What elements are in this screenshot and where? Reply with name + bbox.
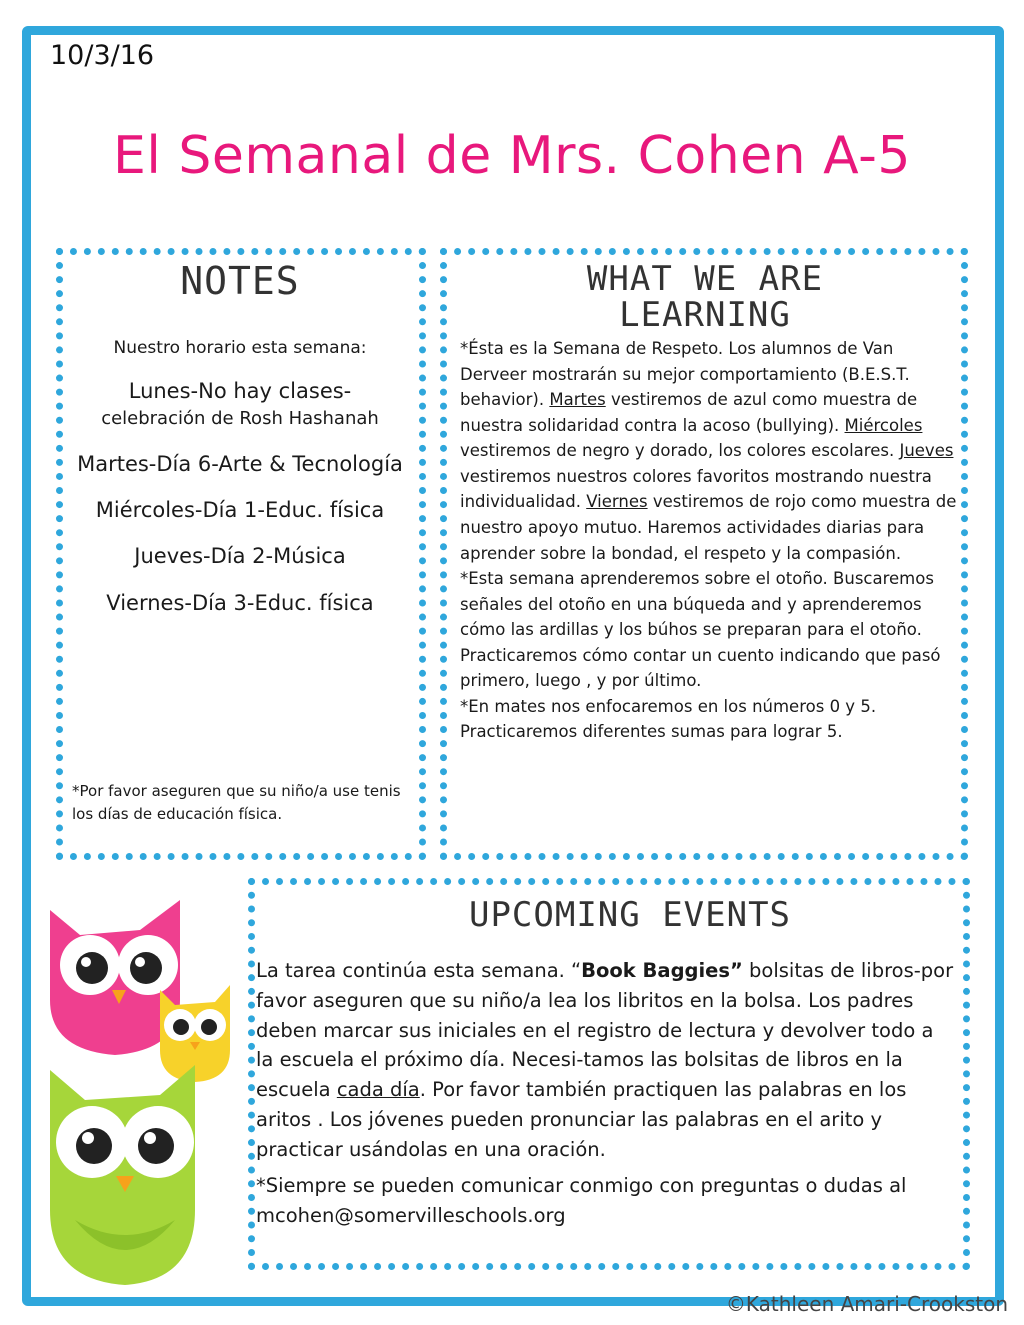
notes-heading: NOTES xyxy=(180,259,300,303)
owls-illustration xyxy=(30,880,250,1300)
respect-week-paragraph: *Ésta es la Semana de Respeto. Los alumnos de Van Derveer mostrarán su mejor comportamiento (B.E.S.T. behavior). Martes vestiremos de azul como muestra de nuestra solidaridad contra la acoso (bullying). Miércoles vestiremos de negro y dorado, los colores escolares. Jueves vestiremos nuestros colores favoritos mostrando nuestra individualidad. Viernes vestiremos de rojo como muestra de nuestro apoyo mutuo. Haremos actividades diarias para aprender sobre la bondad, el respeto y la compasión. xyxy=(460,339,957,563)
copyright-text: ©Kathleen Amari-Crookston xyxy=(725,1292,1008,1316)
notes-schedule xyxy=(70,338,410,634)
green-owl-icon xyxy=(50,1065,195,1285)
contact-paragraph: *Siempre se pueden comunicar conmigo con preguntas o dudas al mcohen@somervilleschools.org xyxy=(256,1173,907,1227)
autumn-paragraph: *Esta semana aprenderemos sobre el otoño. Buscaremos señales del otoño en una búqueda and y aprenderemos cómo las ardillas y los búhos se preparan para el otoño. Practicaremos cómo contar un cuento indicando que pasó primero, luego , y por último. xyxy=(460,569,941,691)
homework-paragraph: La tarea continúa esta semana. “Book Baggies” bolsitas de libros-por favor aseguren que su niño/a lea los libritos en la bolsa. Los padres deben marcar sus iniciales en el registro de lectura y devolver todo a la escuela el próximo día. Necesi-tamos las bolsitas de libros en la escuela cada día. Por favor también practiquen las palabras en los aritos . Los jóvenes pueden pronunciar las palabras en el arito y practicar usándolas en una oración. xyxy=(256,959,954,1161)
schedule-day: Miércoles-Día 1-Educ. física xyxy=(95,497,385,522)
events-heading: UPCOMING EVENTS xyxy=(468,895,792,935)
schedule-day: Martes-Día 6-Arte & Tecnología xyxy=(77,451,403,476)
learning-heading: WHAT WE ARE LEARNING xyxy=(586,259,824,335)
schedule-day: Viernes-Día 3-Educ. física xyxy=(106,590,374,615)
events-text xyxy=(256,956,956,1236)
newsletter-date: 10/3/16 xyxy=(50,40,155,71)
math-paragraph: *En mates nos enfocaremos en los números 0 y 5. Practicaremos diferentes sumas para lograr 5. xyxy=(460,696,877,742)
newsletter-title: El Semanal de Mrs. Cohen A-5 xyxy=(113,126,911,186)
schedule-day: Jueves-Día 2-Música xyxy=(134,544,346,569)
schedule-day: Lunes-No hay clases- celebración de Rosh Hashanah xyxy=(101,379,379,430)
learning-text xyxy=(460,336,960,745)
notes-intro: Nuestro horario esta semana: xyxy=(113,338,367,358)
notes-footnote: *Por favor aseguren que su niño/a use tenis los días de educación física. xyxy=(72,782,401,823)
